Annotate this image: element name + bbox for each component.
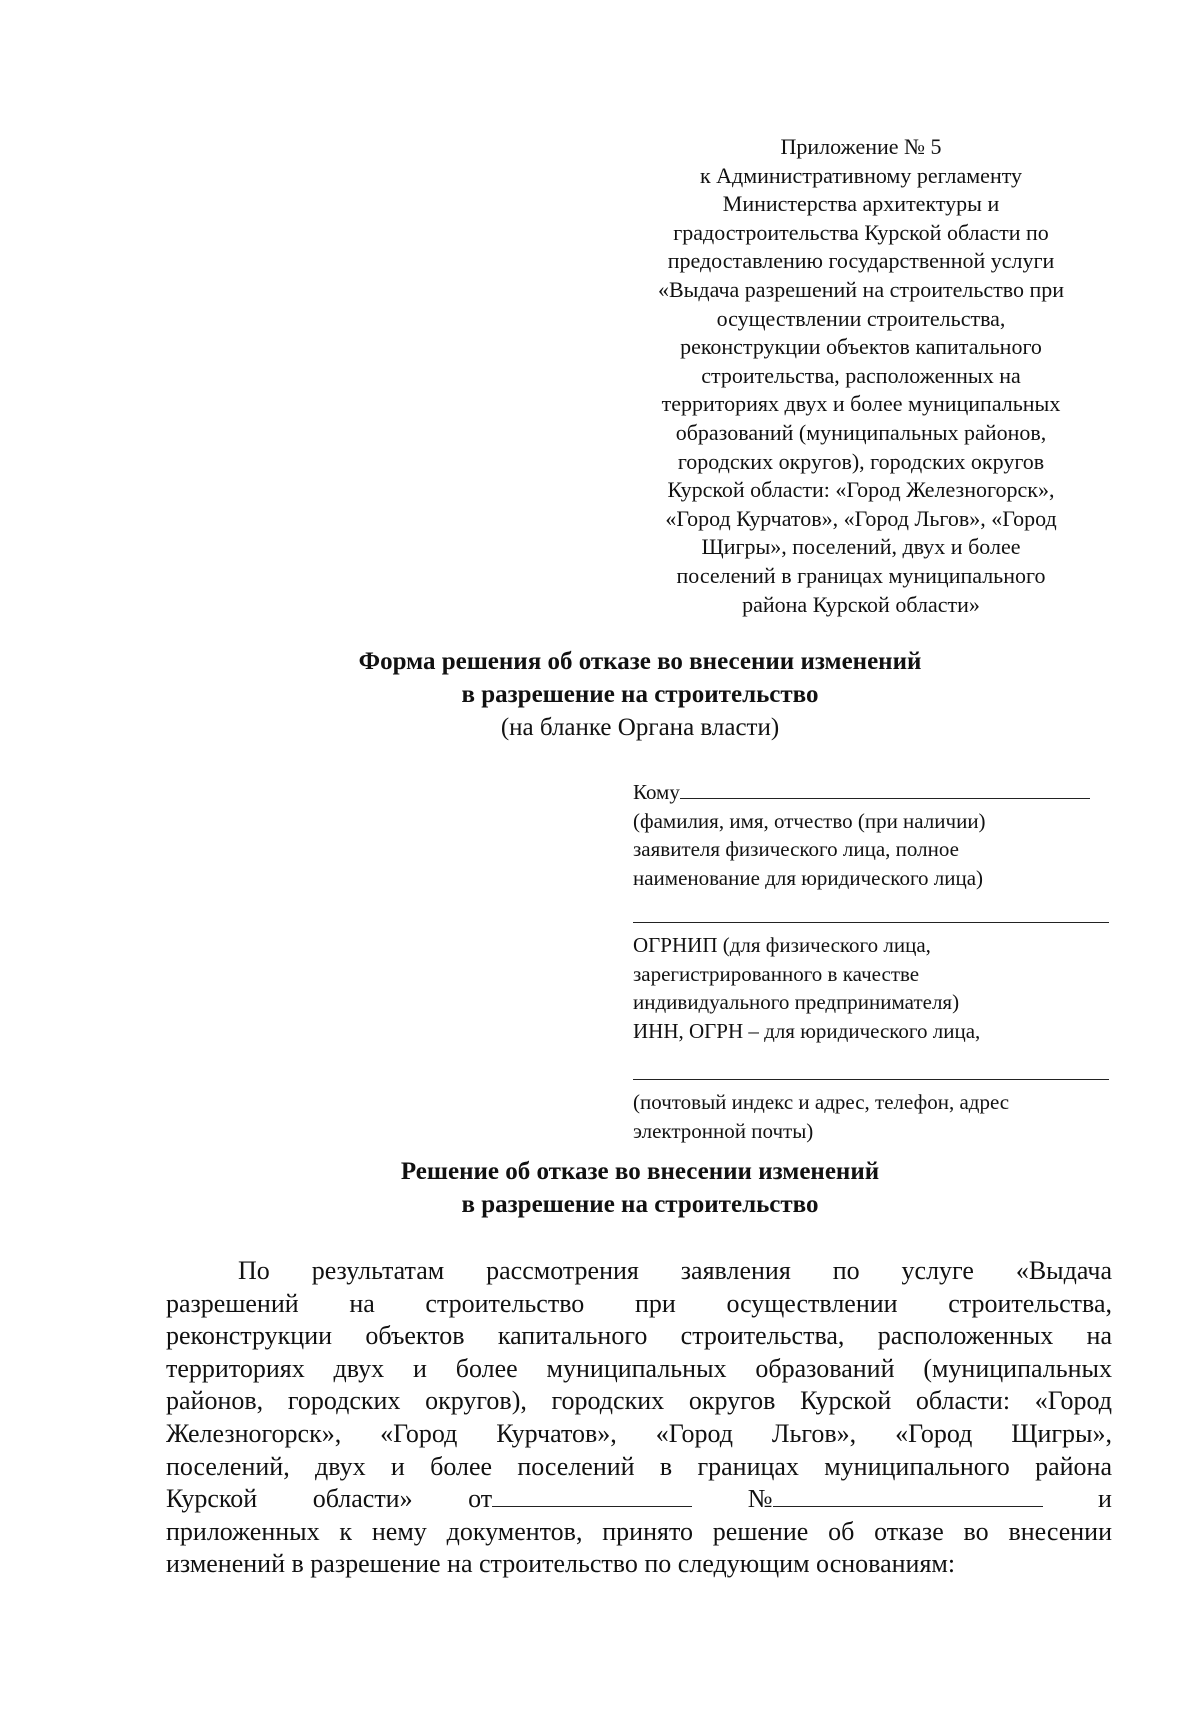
appendix-line: «Город Курчатов», «Город Льгов», «Город — [665, 505, 1057, 531]
body-word: Курской — [166, 1484, 258, 1514]
name-hint-line: заявителя физического лица, полное — [633, 837, 959, 861]
and-label: и — [1098, 1484, 1112, 1514]
number-field-group — [748, 1483, 1043, 1516]
ogrnip-hint-line: ОГРНИП (для физического лица, — [633, 933, 931, 957]
ogrnip-hint-line: зарегистрированного в качестве — [633, 961, 920, 986]
number-label: № — [747, 1484, 773, 1514]
ogrnip-hint-line: ИНН, ОГРН – для юридического лица, — [633, 1018, 981, 1043]
appendix-line: предоставлению государственной услуги — [667, 248, 1055, 274]
recipient-block — [633, 778, 1113, 1145]
appendix-line: городских округов), городских округов — [677, 448, 1045, 474]
body-line: изменений в разрешение на строительство по следующим основаниям: — [166, 1549, 956, 1579]
appendix-line: Курской области: «Город Железногорск», — [667, 477, 1055, 503]
to-label: Кому — [633, 780, 680, 804]
appendix-header — [626, 133, 1096, 619]
ogrnip-hint-line: индивидуального предпринимателя) — [633, 990, 960, 1014]
from-label: от — [468, 1484, 493, 1514]
name-hint-line: (фамилия, имя, отчество (при наличии) — [633, 808, 986, 833]
decision-title — [240, 1155, 1040, 1221]
body-line: территориях двух и более муниципальных образований (муниципальных — [166, 1353, 1112, 1383]
appendix-line: градостроительства Курской области по — [673, 219, 1049, 245]
application-number-line — [773, 1484, 1043, 1507]
appendix-line: строительства, расположенных на — [701, 362, 1021, 388]
appendix-line: образований (муниципальных районов, — [675, 419, 1047, 445]
body-line: поселений, двух и более поселений в границах муниципального района — [166, 1451, 1112, 1481]
application-date-line — [492, 1484, 692, 1507]
body-word: области» — [312, 1484, 413, 1514]
body-line: Железногорск», «Город Курчатов», «Город Льгов», «Город Щигры», — [166, 1418, 1112, 1448]
appendix-line: реконструкции объектов капитального — [680, 334, 1042, 360]
application-fields-row — [166, 1483, 1112, 1516]
body-line: приложенных к нему документов, принято решение об отказе во внесении — [166, 1516, 1112, 1546]
appendix-line: поселений в границах муниципального — [676, 562, 1046, 588]
body-line: разрешений на строительство при осуществлении строительства, — [166, 1288, 1112, 1318]
appendix-line: осуществлении строительства, — [716, 305, 1006, 331]
decision-title-line2: в разрешение на строительство — [461, 1191, 819, 1218]
decision-body — [166, 1255, 1112, 1581]
body-line: По результатам рассмотрения заявления по услуге «Выдача — [238, 1256, 1112, 1285]
appendix-line: к Административному регламенту — [699, 162, 1023, 188]
recipient-name-line — [680, 778, 1090, 799]
address-hint-line: (почтовый индекс и адрес, телефон, адрес — [633, 1090, 1010, 1114]
recipient-to-row — [633, 778, 1113, 807]
form-title — [240, 645, 1040, 744]
address-hint-line: электронной почты) — [633, 1118, 814, 1143]
body-line: реконструкции объектов капитального строительства, расположенных на — [166, 1321, 1112, 1351]
name-hint-line: наименование для юридического лица) — [633, 865, 984, 890]
appendix-line: «Выдача разрешений на строительство при — [657, 276, 1065, 302]
appendix-line: Приложение № 5 — [780, 134, 942, 159]
form-subtitle: (на бланке Органа власти) — [500, 714, 780, 741]
appendix-line: района Курской области» — [742, 591, 980, 617]
decision-title-line1: Решение об отказе во внесении изменений — [400, 1158, 880, 1185]
form-title-line2: в разрешение на строительство — [461, 681, 819, 708]
form-title-line1: Форма решения об отказе во внесении изменений — [358, 648, 922, 675]
appendix-line: Щигры», поселений, двух и более — [701, 534, 1021, 560]
body-line: районов, городских округов), городских округов Курской области: «Город — [166, 1386, 1112, 1416]
appendix-line: территориях двух и более муниципальных — [661, 391, 1061, 417]
appendix-line: Министерства архитектуры и — [722, 191, 1000, 217]
date-field-group — [468, 1483, 692, 1516]
